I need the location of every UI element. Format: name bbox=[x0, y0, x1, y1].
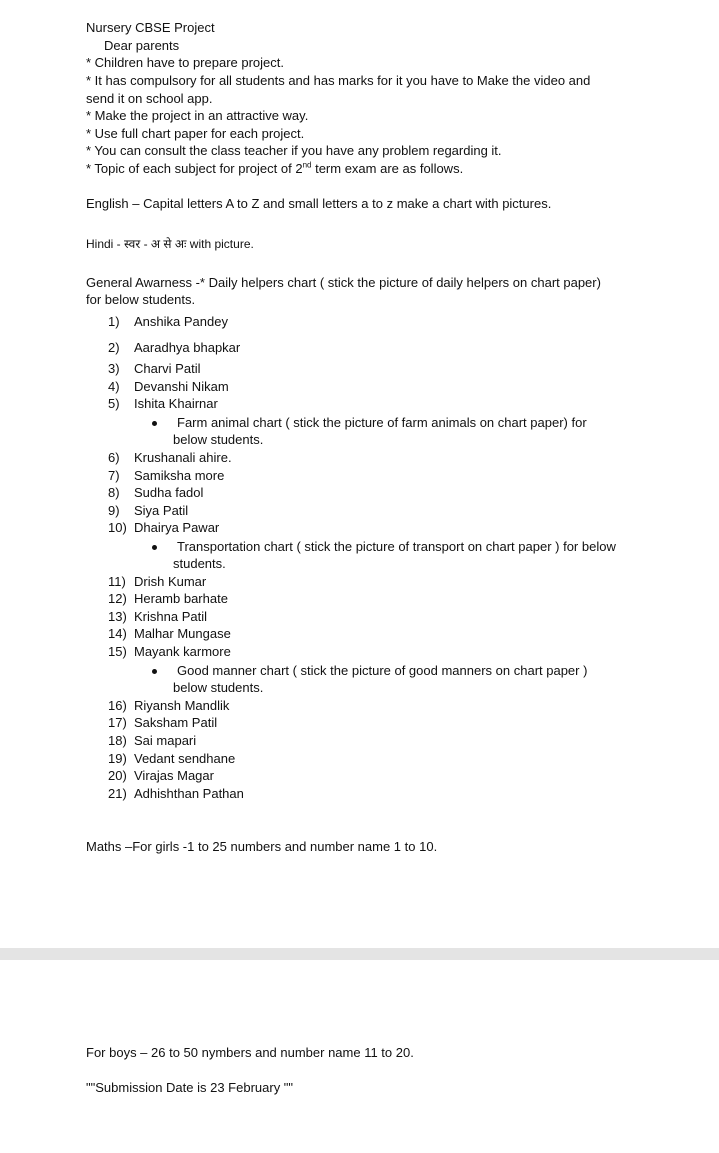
project-title: Nursery CBSE Project bbox=[86, 20, 215, 35]
topic-line: * Topic of each subject for project of 2nd term exam are as follows. bbox=[86, 160, 464, 176]
greeting: Dear parents bbox=[104, 38, 180, 53]
student-item: 16) Riyansh Mandlik bbox=[108, 698, 230, 713]
page-separator bbox=[0, 948, 719, 960]
submission-date: ""Submission Date is 23 February "" bbox=[86, 1080, 294, 1095]
farm-animal-topic-cont: below students. bbox=[173, 432, 264, 447]
hindi-topic: Hindi - स्वर - अ से अः with picture. bbox=[86, 237, 254, 251]
bullet-icon bbox=[152, 545, 157, 550]
good-manner-topic: Good manner chart ( stick the picture of good manners on chart paper ) bbox=[177, 663, 588, 678]
student-item: 6) Krushanali ahire. bbox=[108, 450, 232, 465]
student-item: 10) Dhairya Pawar bbox=[108, 520, 220, 535]
student-item: 7) Samiksha more bbox=[108, 468, 225, 483]
transportation-topic-cont: students. bbox=[173, 556, 226, 571]
student-item: 19) Vedant sendhane bbox=[108, 751, 236, 766]
student-item: 15) Mayank karmore bbox=[108, 644, 231, 659]
student-item: 18) Sai mapari bbox=[108, 733, 197, 748]
transportation-topic: Transportation chart ( stick the picture of transport on chart paper ) for below bbox=[177, 539, 616, 554]
student-item: 11) Drish Kumar bbox=[108, 574, 207, 589]
farm-animal-topic: Farm animal chart ( stick the picture of farm animals on chart paper) for bbox=[177, 415, 587, 430]
student-item: 21) Adhishthan Pathan bbox=[108, 786, 244, 801]
bullet-icon bbox=[152, 421, 157, 426]
student-item: 4) Devanshi Nikam bbox=[108, 379, 229, 394]
instruction-line: * Make the project in an attractive way. bbox=[86, 108, 309, 123]
english-topic: English – Capital letters A to Z and small letters a to z make a chart with pictures. bbox=[86, 196, 552, 211]
student-item: 8) Sudha fadol bbox=[108, 485, 204, 500]
student-item: 1) Anshika Pandey bbox=[108, 314, 228, 329]
student-item: 2) Aaradhya bhapkar bbox=[108, 340, 241, 355]
instruction-line: * You can consult the class teacher if you have any problem regarding it. bbox=[86, 143, 502, 158]
student-item: 12) Heramb barhate bbox=[108, 591, 228, 606]
good-manner-topic-cont: below students. bbox=[173, 680, 264, 695]
document-page-2 bbox=[0, 960, 719, 1153]
student-item: 9) Siya Patil bbox=[108, 503, 189, 518]
maths-boys-topic: For boys – 26 to 50 nymbers and number name 11 to 20. bbox=[86, 1045, 414, 1060]
bullet-icon bbox=[152, 669, 157, 674]
instruction-line: * Children have to prepare project. bbox=[86, 55, 285, 70]
student-item: 17) Saksham Patil bbox=[108, 715, 218, 730]
general-awareness-topic: General Awarness -* Daily helpers chart ( stick the picture of daily helpers on chart paper) bbox=[86, 275, 601, 290]
instruction-line: * Use full chart paper for each project. bbox=[86, 126, 305, 141]
maths-girls-topic: Maths –For girls -1 to 25 numbers and number name 1 to 10. bbox=[86, 839, 438, 854]
general-awareness-topic-cont: for below students. bbox=[86, 292, 196, 307]
instruction-line: send it on school app. bbox=[86, 91, 213, 106]
student-item: 13) Krishna Patil bbox=[108, 609, 207, 624]
student-item: 14) Malhar Mungase bbox=[108, 626, 231, 641]
student-item: 20) Virajas Magar bbox=[108, 768, 214, 783]
student-item: 5) Ishita Khairnar bbox=[108, 396, 218, 411]
instruction-line: * It has compulsory for all students and has marks for it you have to Make the video and bbox=[86, 73, 591, 88]
student-item: 3) Charvi Patil bbox=[108, 361, 201, 376]
